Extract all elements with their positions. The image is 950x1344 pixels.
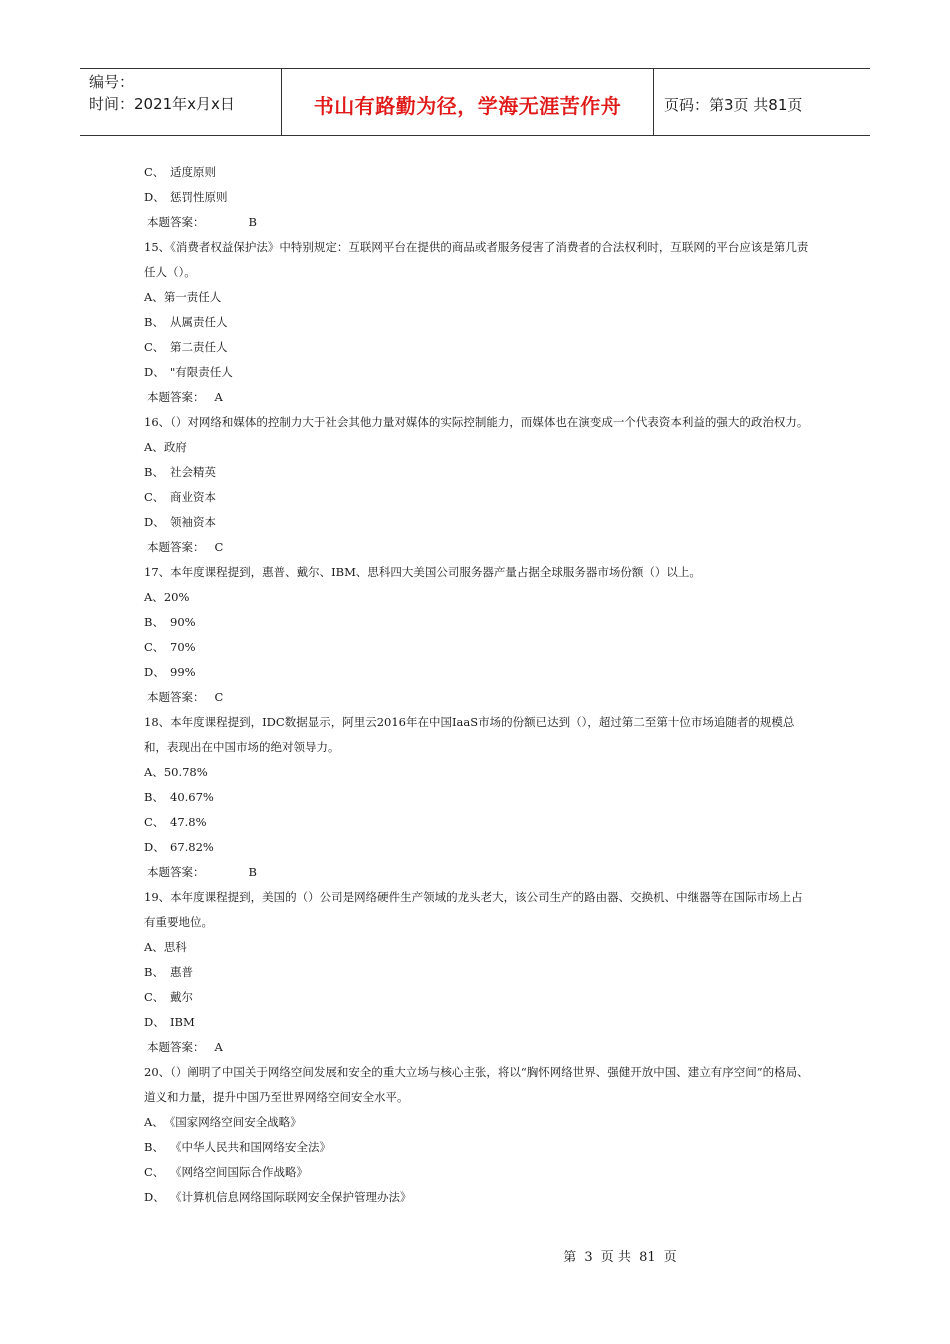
answer-option [144,810,814,835]
option-label: A、 [144,590,164,604]
option-label: C、 [144,815,165,829]
answer-key-label: 本题答案： [147,215,205,229]
option-text: 《国家网络空间安全战略》 [163,1115,302,1129]
option-text: 50.78% [163,765,208,779]
header-motto: 书山有路勤为径，学海无涯苦作舟 [313,93,622,118]
document-date: 时间：2021年x月x日 [89,95,235,113]
option-text: 领袖资本 [170,515,216,529]
answer-option [144,485,814,510]
option-label: A、 [144,765,164,779]
option-label: B、 [144,615,164,629]
answer-key [144,860,814,885]
option-label: C、 [144,990,165,1004]
footer-prefix: 第 [563,1250,577,1265]
option-label: C、 [144,490,165,504]
option-text: IBM [170,1015,195,1029]
option-label: B、 [144,1140,164,1154]
footer-total-pages: 81 [639,1250,656,1265]
option-text: 惠普 [170,965,193,979]
option-text: 思科 [163,940,187,954]
page-header [80,68,870,136]
question-stem: 18、本年度课程提到，IDC数据显示，阿里云2016年在中国IaaS市场的份额已达到（），超过第二至第十位市场追随者的规模总和，表现出在中国市场的绝对领导力。 [144,715,795,754]
footer-page-number: 3 [584,1250,593,1265]
question-stem: 20、（）阐明了中国关于网络空间发展和安全的重大立场与核心主张，将以“胸怀网络世界、强健开放中国、建立有序空间”的格局、道义和力量，提升中国乃至世界网络空间安全水平。 [144,1065,809,1104]
option-text: 99% [170,665,196,679]
footer-suffix: 页 [663,1250,677,1265]
answer-option [144,935,814,960]
option-text: 第一责任人 [163,290,222,304]
option-text: 67.82% [170,840,214,854]
answer-option [144,1135,814,1160]
answer-option [144,310,814,335]
answer-key-value: A [214,1040,223,1054]
question-stem: 15、《消费者权益保护法》中特别规定：互联网平台在提供的商品或者服务侵害了消费者的合法权利时，互联网的平台应该是第几责任人（）。 [144,240,809,279]
answer-key-label: 本题答案： [147,1040,205,1054]
option-text: 47.8% [170,815,207,829]
option-label: C、 [144,640,165,654]
option-text: 《中华人民共和国网络安全法》 [170,1140,331,1154]
answer-option [144,510,814,535]
option-text: 适度原则 [170,165,216,179]
header-meta [80,69,282,135]
option-text: 40.67% [170,790,214,804]
answer-key-label: 本题答案： [147,540,205,554]
option-text: 政府 [163,440,187,454]
header-page-info: 页码：第3页 共81页 [664,95,803,114]
answer-option [144,960,814,985]
answer-key-value: A [214,390,223,404]
option-text: 70% [170,640,196,654]
footer-mid: 页 共 [600,1250,631,1265]
answer-option [144,1185,814,1210]
answer-option [144,335,814,360]
page-footer [0,1246,950,1265]
option-text: 《计算机信息网络国际联网安全保护管理办法》 [170,1190,412,1204]
option-label: B、 [144,965,164,979]
option-label: D、 [144,840,165,854]
option-text: 20% [163,590,190,604]
option-text: 《网络空间国际合作战略》 [170,1165,308,1179]
option-label: D、 [144,515,165,529]
answer-option [144,1110,814,1135]
answer-key-label: 本题答案： [147,690,205,704]
answer-option [144,785,814,810]
question-stem: 17、本年度课程提到，惠普、戴尔、IBM、思科四大美国公司服务器产量占据全球服务器市场份额（）以上。 [144,565,701,579]
answer-option [144,835,814,860]
answer-key-value: C [214,690,224,704]
answer-key-value: B [248,215,257,229]
answer-key-label: 本题答案： [147,865,205,879]
option-label: A、 [144,290,164,304]
answer-option [144,1010,814,1035]
answer-option [144,285,814,310]
document-number-label: 编号： [89,73,135,91]
option-label: D、 [144,365,165,379]
answer-option [144,435,814,460]
option-text: 商业资本 [170,490,216,504]
answer-key-value: C [214,540,224,554]
option-label: C、 [144,340,165,354]
header-page-info-cell [654,69,870,135]
answer-option [144,160,814,185]
answer-key [144,385,814,410]
option-label: C、 [144,1165,165,1179]
header-motto-cell [282,69,654,135]
answer-key [144,535,814,560]
answer-option [144,460,814,485]
answer-key [144,210,814,235]
option-label: A、 [144,1115,164,1129]
option-text: 社会精英 [170,465,216,479]
option-label: C、 [144,165,165,179]
answer-option [144,985,814,1010]
option-label: B、 [144,790,164,804]
answer-key [144,1035,814,1060]
option-label: A、 [144,940,164,954]
question-stem: 16、（）对网络和媒体的控制力大于社会其他力量对媒体的实际控制能力，而媒体也在演变成一个代表资本利益的强大的政治权力。 [144,415,809,429]
option-label: A、 [144,440,164,454]
option-text: "有限责任人 [170,365,233,379]
answer-option [144,660,814,685]
option-label: D、 [144,1015,165,1029]
option-label: D、 [144,665,165,679]
option-text: 戴尔 [170,990,193,1004]
question-stem: 19、本年度课程提到，美国的（）公司是网络硬件生产领域的龙头老大，该公司生产的路由器、交换机、中继器等在国际市场上占有重要地位。 [144,890,803,929]
answer-option [144,185,814,210]
question-content [144,160,814,1210]
answer-option [144,1160,814,1185]
answer-option [144,585,814,610]
answer-option [144,635,814,660]
answer-key-value: B [248,865,257,879]
answer-option [144,610,814,635]
answer-option [144,760,814,785]
option-label: B、 [144,315,164,329]
option-text: 惩罚性原则 [170,190,228,204]
answer-key [144,685,814,710]
option-text: 90% [170,615,196,629]
answer-key-label: 本题答案： [147,390,205,404]
option-text: 从属责任人 [170,315,228,329]
option-label: D、 [144,190,165,204]
option-label: B、 [144,465,164,479]
option-text: 第二责任人 [170,340,228,354]
option-label: D、 [144,1190,165,1204]
answer-option [144,360,814,385]
